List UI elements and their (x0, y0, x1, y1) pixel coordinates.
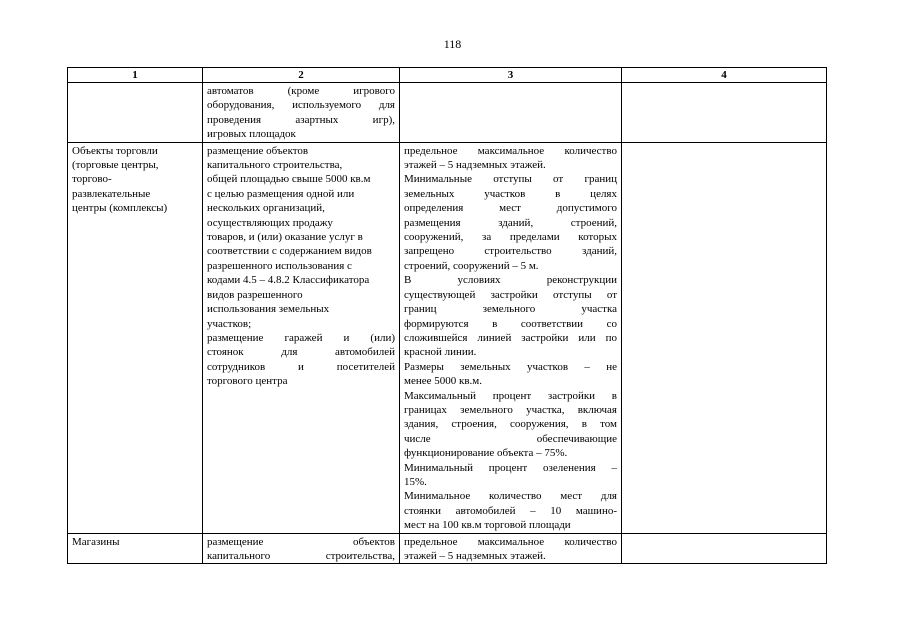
cell-text-line: определения мест допустимого (404, 202, 617, 215)
cell-text-line: Минимальное количество мест для (404, 490, 617, 503)
table-header-row (68, 68, 827, 83)
cell-text-line: общей площадью свыше 5000 кв.м (207, 173, 371, 186)
cell-text-line: строений, сооружений – 5 м. (404, 259, 539, 272)
cell-text-line: товаров, и (или) оказание услуг в (207, 231, 363, 244)
cell-text-line: числе обеспечивающие (404, 432, 617, 445)
cell-text-line: размещение объектов (207, 535, 395, 548)
cell-text-line: соответствии с содержанием видов (207, 245, 372, 258)
cell-text-line: сотрудников и посетителей (207, 360, 395, 373)
cell-text-line: Минимальные отступы от границ (404, 173, 617, 186)
header-col-3: 3 (400, 68, 622, 83)
cell-text-line: границах земельного участка, включая (404, 403, 617, 416)
table-row (68, 142, 827, 533)
cell-text-line: запрещено строительство зданий, (404, 245, 617, 258)
cell-text-line: участков; (207, 317, 252, 330)
cell-text-line: оборудования, используемого для (207, 99, 395, 112)
cell-text-line: красной линии. (404, 346, 477, 359)
row3-col4 (622, 533, 827, 564)
cell-text-line: этажей – 5 надземных этажей. (404, 550, 546, 562)
cell-text-line: размещение гаражей и (или) (207, 331, 395, 344)
row2-col1 (68, 142, 203, 533)
cell-text-line: сооружений, за пределами которых (404, 231, 617, 244)
cell-text-line: Магазины (72, 535, 120, 548)
cell-text-line: кодами 4.5 – 4.8.2 Классификатора (207, 274, 370, 287)
cell-text-line: центры (комплексы) (72, 202, 168, 215)
row2-col3 (400, 142, 622, 533)
cell-text-line: предельное максимальное количество (404, 144, 617, 157)
cell-text-line: размещение объектов (207, 144, 309, 157)
cell-text-line: мест на 100 кв.м торговой площади (404, 519, 571, 532)
row2-col2 (203, 142, 400, 533)
cell-text-line: нескольких организаций, (207, 202, 325, 215)
row1-col3 (400, 83, 622, 143)
cell-text-line: торгового центра (207, 375, 288, 388)
cell-text-line: Максимальный процент застройки в (404, 389, 617, 402)
cell-text-line: существующей застройки отступы от (404, 288, 617, 301)
cell-text-line: разрешенного использования с (207, 259, 352, 272)
cell-text-line: предельное максимальное количество (404, 535, 617, 548)
cell-text-line: капитального строительства, (207, 550, 395, 562)
cell-text-line: сложившейся линией застройки или по (404, 331, 617, 344)
row1-col2 (203, 83, 400, 143)
cell-text-line: игровых площадок (207, 128, 296, 141)
header-col-1: 1 (68, 68, 203, 83)
regulations-table (67, 67, 827, 564)
row1-col4 (622, 83, 827, 143)
cell-text-line: стоянок для автомобилей (207, 346, 395, 359)
cell-text-line: менее 5000 кв.м. (404, 375, 482, 388)
cell-text-line: использования земельных (207, 303, 330, 316)
cell-text-line: этажей – 5 надземных этажей. (404, 159, 546, 172)
cell-text-line: автоматов (кроме игрового (207, 85, 395, 97)
cell-text-line: Объекты торговли (72, 144, 158, 157)
cell-text-line: Минимальный процент озеленения – (404, 461, 617, 474)
table-row (68, 533, 827, 564)
cell-text-line: с целью размещения одной или (207, 187, 355, 200)
cell-text-line: границ земельного участка (404, 303, 617, 316)
row3-col1 (68, 533, 203, 564)
cell-text-line: видов разрешенного (207, 288, 303, 301)
table-row (68, 83, 827, 143)
row3-col3 (400, 533, 622, 564)
cell-text-line: осуществляющих продажу (207, 216, 333, 229)
cell-text-line: Размеры земельных участков – не (404, 360, 617, 373)
cell-text-line: земельных участков в целях (404, 187, 617, 200)
header-col-4: 4 (622, 68, 827, 83)
cell-text-line: размещения зданий, строений, (404, 216, 617, 229)
page-number: 118 (443, 37, 462, 51)
cell-text-line: функционирование объекта – 75%. (404, 447, 568, 460)
row3-col2 (203, 533, 400, 564)
cell-text-line: 15%. (404, 475, 427, 488)
cell-text-line: В условиях реконструкции (404, 274, 617, 287)
row1-col1 (68, 83, 203, 143)
cell-text-line: капитального строительства, (207, 159, 343, 172)
cell-text-line: торгово- (72, 173, 112, 186)
cell-text-line: проведения азартных игр), (207, 113, 395, 126)
cell-text-line: здания, строения, сооружения, в том (404, 418, 617, 431)
cell-text-line: формируются в соответствии со (404, 317, 617, 330)
cell-text-line: стоянки автомобилей – 10 машино- (404, 504, 617, 517)
cell-text-line: (торговые центры, (72, 159, 159, 172)
row2-col4 (622, 142, 827, 533)
header-col-2: 2 (203, 68, 400, 83)
cell-text-line: развлекательные (72, 187, 151, 200)
